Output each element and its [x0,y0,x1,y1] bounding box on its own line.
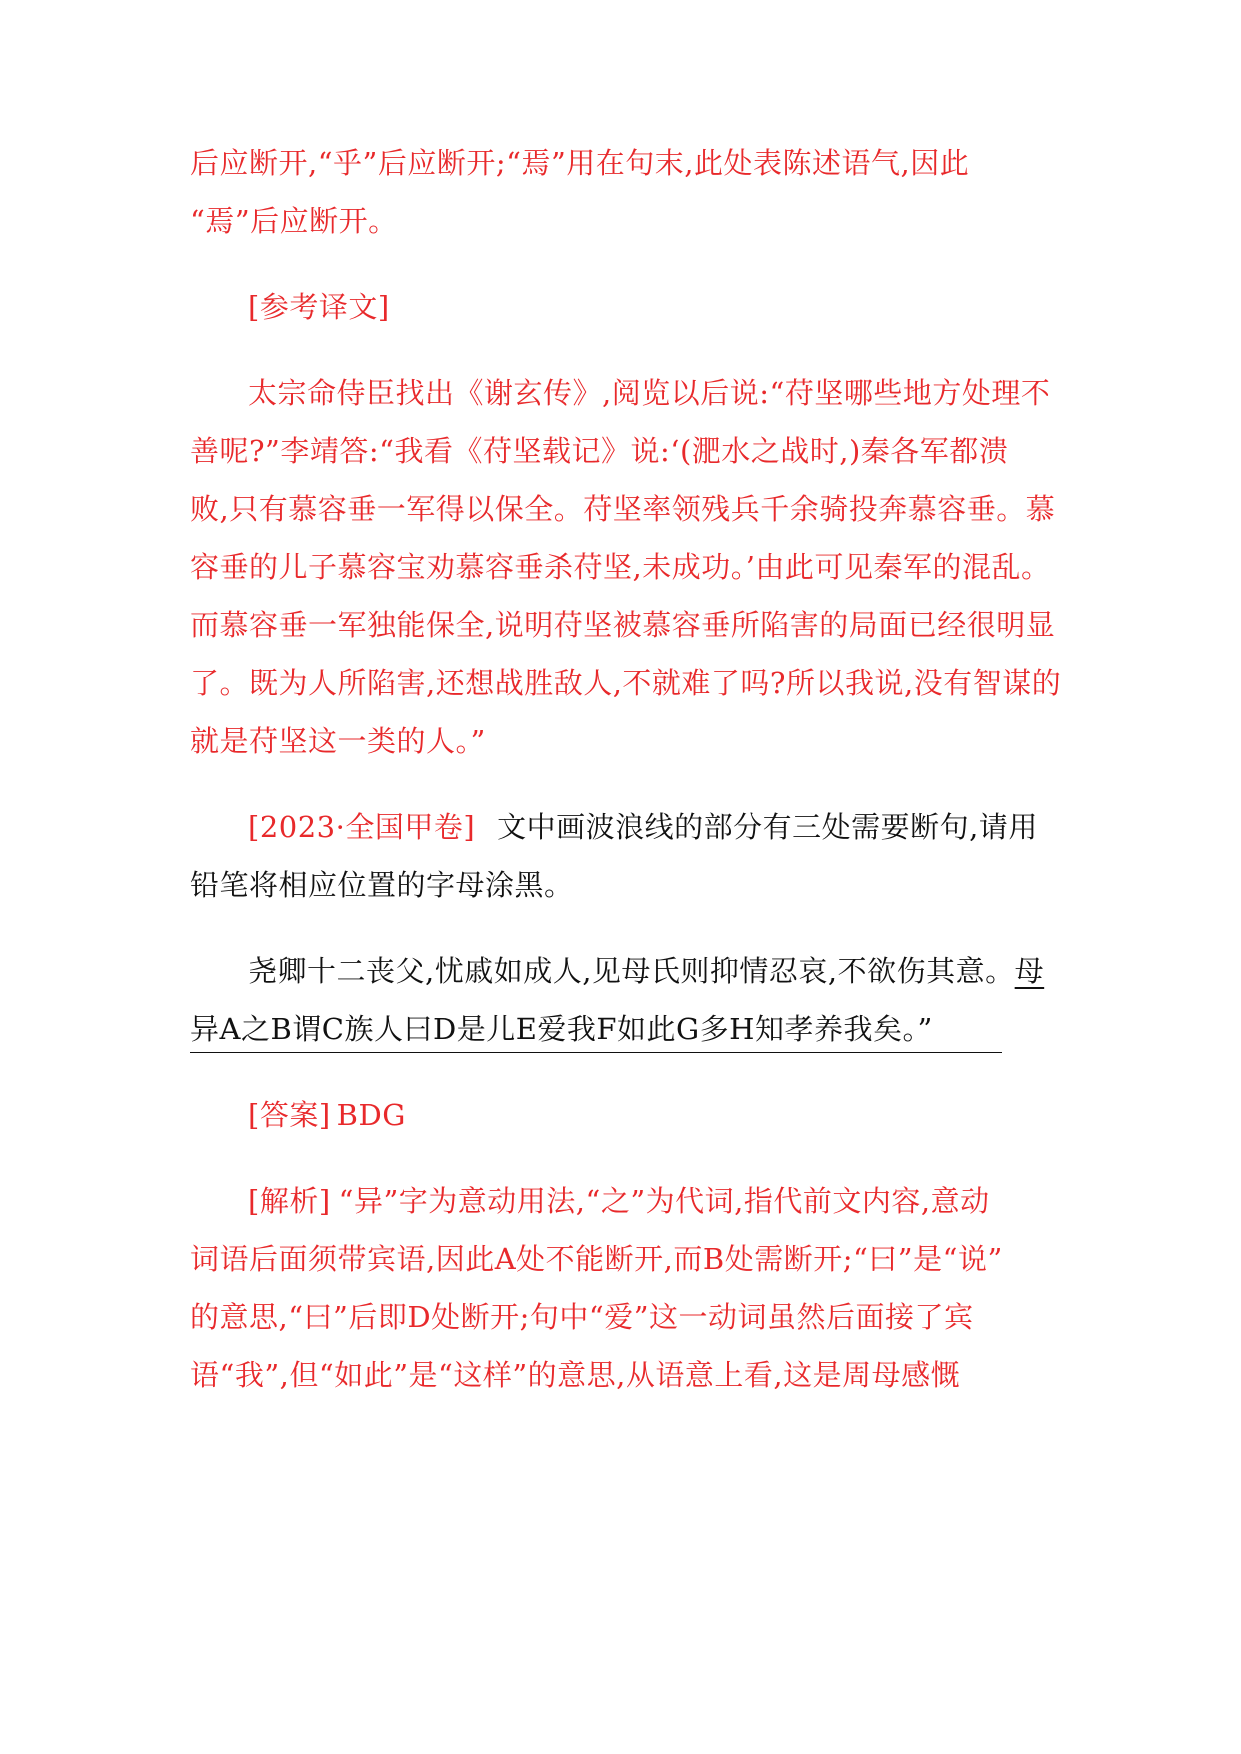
passage-underlined-text: 母 [1014,954,1045,988]
translation-heading: [参考译文] [248,290,390,324]
analysis-text: “异”字为意动用法,“之”为代词,指代前文内容,意动 [338,1184,990,1218]
passage-line-1 [248,951,1044,991]
question-line-2: 铅笔将相应位置的字母涂黑。 [190,868,574,902]
analysis-line-3: 的意思,“曰”后即D处断开;句中“爱”这一动词虽然后面接了宾 [190,1300,974,1334]
translation-line: 容垂的儿子慕容宝劝慕容垂杀苻坚,未成功。’由此可见秦军的混乱。 [190,550,1051,584]
question-line-1 [248,807,1038,847]
passage-plain-text: 尧卿十二丧父,忧戚如成人,见母氏则抑情忍哀,不欲伤其意。 [248,954,1015,988]
analysis-line-2: 词语后面须带宾语,因此A处不能断开,而B处需断开;“曰”是“说” [190,1242,1003,1276]
translation-line: 败,只有慕容垂一军得以保全。苻坚率领残兵千余骑投奔慕容垂。慕 [190,492,1056,526]
translation-line: 太宗命侍臣找出《谢玄传》,阅览以后说:“苻坚哪些地方处理不 [248,376,1051,410]
analysis-line-4: 语“我”,但“如此”是“这样”的意思,从语意上看,这是周母感慨 [190,1358,961,1392]
passage-line-2: 异A之B谓C族人曰D是儿E爱我F如此G多H知孝养我矣。” [190,1012,933,1046]
analysis-label: [解析] [248,1184,331,1218]
analysis-line-1 [248,1181,990,1221]
wavy-underline [190,1052,1002,1053]
translation-line: 了。既为人所陷害,还想战胜敌人,不就难了吗?所以我说,没有智谋的 [190,666,1062,700]
explanation-line-2: “焉”后应断开。 [190,204,398,238]
answer-line [248,1095,406,1135]
translation-line: 而慕容垂一军独能保全,说明苻坚被慕容垂所陷害的局面已经很明显 [190,608,1056,642]
question-source-tag: [2023·全国甲卷] [248,810,476,844]
answer-label: [答案] [248,1098,331,1132]
translation-line: 就是苻坚这一类的人。” [190,724,486,758]
question-prompt: 文中画波浪线的部分有三处需要断句,请用 [497,810,1038,844]
translation-line: 善呢?”李靖答:“我看《苻坚载记》说:‘(淝水之战时,)秦各军都溃 [190,434,1009,468]
explanation-line-1: 后应断开,“乎”后应断开;“焉”用在句末,此处表陈述语气,因此 [190,146,970,180]
answer-value: BDG [336,1098,406,1132]
